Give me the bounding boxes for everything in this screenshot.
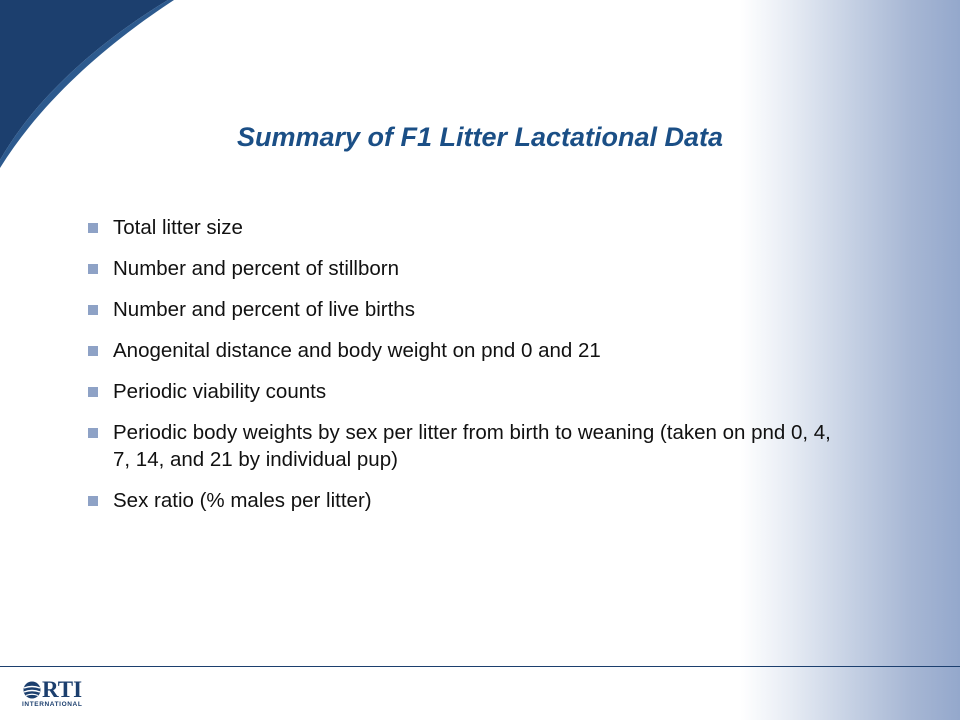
bullet-text: Total litter size: [113, 216, 243, 239]
square-bullet-icon: [88, 264, 98, 274]
bullet-text: Periodic viability counts: [113, 380, 327, 403]
bullet-text: Number and percent of live births: [113, 298, 415, 321]
bullet-item: [88, 419, 848, 473]
bullet-item: [88, 214, 848, 241]
bullet-item: [88, 487, 848, 514]
logo-name: RTI: [42, 677, 83, 702]
square-bullet-icon: [88, 223, 98, 233]
bullet-item: [88, 378, 848, 405]
footer-divider: [0, 666, 960, 667]
globe-icon: [22, 680, 42, 700]
square-bullet-icon: [88, 346, 98, 356]
square-bullet-icon: [88, 496, 98, 506]
bullet-text: Periodic body weights by sex per litter from birth to weaning (taken on pnd 0, 4, 7, 14, and 21 by individual pup): [113, 421, 831, 471]
rti-logo: [22, 677, 112, 710]
bullet-text: Anogenital distance and body weight on pnd 0 and 21: [113, 339, 601, 362]
bullet-item: [88, 337, 848, 364]
bullet-text: Number and percent of stillborn: [113, 257, 400, 280]
bullet-text: Sex ratio (% males per litter): [113, 489, 372, 512]
square-bullet-icon: [88, 428, 98, 438]
logo-subtitle: INTERNATIONAL: [22, 701, 83, 708]
square-bullet-icon: [88, 387, 98, 397]
slide-title: Summary of F1 Litter Lactational Data: [236, 122, 724, 152]
bullet-list: [88, 214, 848, 528]
square-bullet-icon: [88, 305, 98, 315]
bullet-item: [88, 255, 848, 282]
bullet-item: [88, 296, 848, 323]
